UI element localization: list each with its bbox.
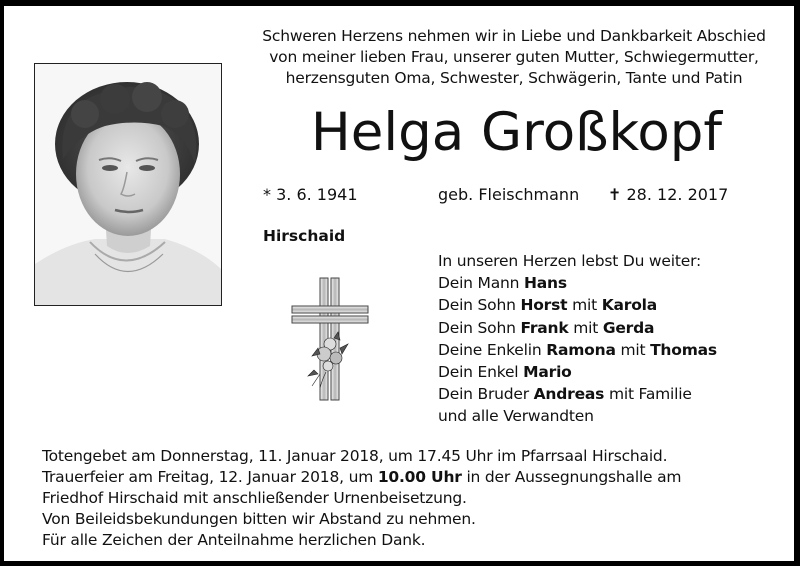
mourners-heading: In unseren Herzen lebst Du weiter: [438,252,701,270]
maiden-name: geb. Fleischmann [438,185,580,204]
mourner-line: Dein Sohn Frank mit Gerda [438,318,655,337]
mourner-line: Deine Enkelin Ramona mit Thomas [438,340,717,359]
mourner-line: Dein Sohn Horst mit Karola [438,296,658,315]
dagger-icon: ✝ [608,185,622,204]
birth-date: * 3. 6. 1941 [263,185,358,204]
intro-line: Schweren Herzens nehmen wir in Liebe und Dankbarkeit Abschied [262,27,766,45]
portrait-photo-icon [35,64,221,305]
service-notes [42,446,681,551]
mourner-line: Dein Mann Hans [438,274,567,293]
deceased-name: Helga Großkopf [310,102,723,163]
death-date-value: 28. 12. 2017 [626,185,729,204]
portrait-photo [34,63,222,306]
obituary-card [4,6,794,561]
burial-note: Friedhof Hirschaid mit anschließender Urnenbeisetzung. [42,489,467,507]
mourners-list [438,250,717,428]
mourner-line: Dein Enkel Mario [438,363,572,382]
prayer-note: Totengebet am Donnerstag, 11. Januar 2018, um 17.45 Uhr im Pfarrsaal Hirschaid. [42,447,668,465]
intro-line: herzensguten Oma, Schwester, Schwägerin, Tante und Patin [285,69,743,87]
intro-line: von meiner lieben Frau, unserer guten Mutter, Schwiegermutter, [269,48,759,66]
intro-text [244,26,784,89]
hometown: Hirschaid [263,227,346,245]
thanks-note: Für alle Zeichen der Anteilnahme herzlichen Dank. [42,531,426,549]
funeral-note: Trauerfeier am Freitag, 12. Januar 2018, um 10.00 Uhr in der Aussegnungshalle am [42,468,682,486]
condolence-note: Von Beileidsbekundungen bitten wir Abstand zu nehmen. [42,510,476,528]
mourners-closing: und alle Verwandten [438,407,594,426]
mourner-line: Dein Bruder Andreas mit Familie [438,385,692,404]
cross-with-roses-icon [290,276,370,406]
death-date [608,184,728,206]
